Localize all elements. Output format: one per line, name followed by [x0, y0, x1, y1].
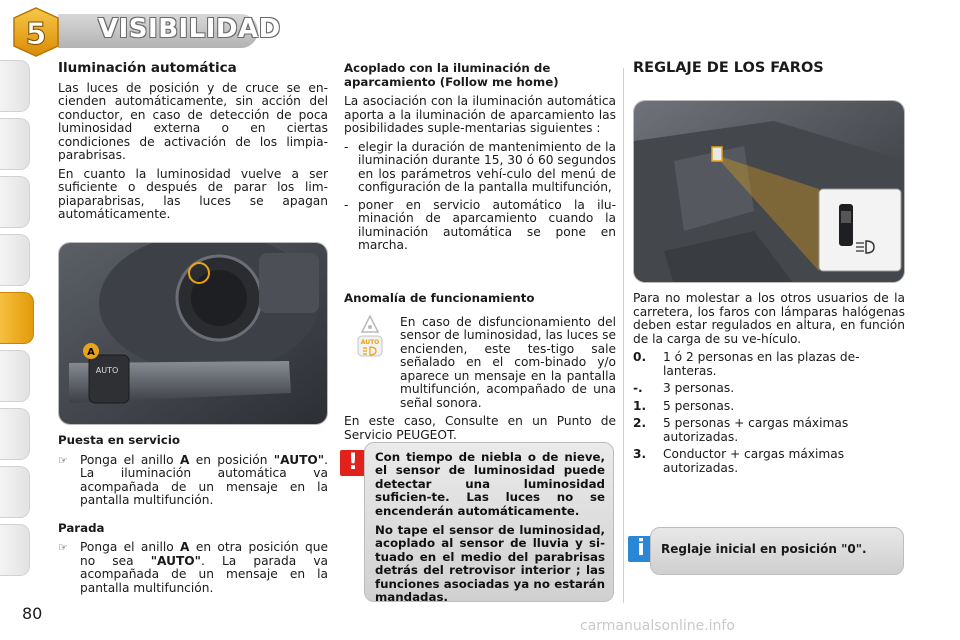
chapter-tab: [0, 350, 30, 402]
section-heading: Puesta en servicio: [58, 433, 180, 447]
list-item: 0. 1 ó 2 personas en las plazas de-lanteras.: [633, 350, 860, 378]
list-item: 1. 5 personas.: [633, 398, 735, 413]
icon-caption: AUTO: [360, 339, 380, 346]
section-heading: REGLAJE DE LOS FAROS: [633, 60, 824, 76]
chapter-tab: [0, 466, 30, 518]
list-item: ☞ Ponga el anillo A en otra posición que no sea "AUTO". La parada va acompañada de un mensaje en la pantalla multifunción.: [58, 540, 328, 595]
list-item: 2. 5 personas + cargas máximas autorizadas.: [633, 416, 849, 444]
chapter-tab: [0, 524, 30, 576]
chapter-tab: [0, 408, 30, 460]
light-stalk-photo: [58, 242, 328, 425]
section-heading: Acoplado con la iluminación de aparcamiento (Follow me home): [344, 61, 559, 89]
watermark: carmanualsonline.info: [580, 618, 735, 634]
ring-marker-label: A: [87, 347, 95, 358]
list-item: - poner en servicio automático la ilu-minación de aparcamiento cuando la iluminación automática se pone en marcha.: [344, 197, 616, 252]
chapter-tab: [0, 176, 30, 228]
follow-me-home-section: [344, 62, 616, 257]
chapter-number: 5: [25, 17, 47, 52]
auto-lighting-icon: [354, 314, 386, 358]
warning-box: [364, 442, 614, 605]
paragraph: En cuanto la luminosidad vuelve a ser suficiente o después de parar los lim-piaparabrisas, las luces se apagan automáticamente.: [58, 166, 328, 221]
chapter-tab: [0, 118, 30, 170]
list-item: -. 3 personas.: [633, 381, 735, 395]
paragraph: La asociación con la iluminación automática aporta a la iluminación de aparcamiento las posibilidades suple-mentarias siguientes :: [344, 94, 616, 135]
exclamation-icon: !: [340, 450, 366, 476]
headlamp-adjustment-section: [633, 62, 905, 82]
warning-text: No tape el sensor de luminosidad, acoplado al sensor de lluvia y si-tuado en el medio del parabrisas detrás del retrovisor interior ; las funciones asociadas ya no estarán mandadas.: [375, 523, 605, 605]
warning-text: Con tiempo de niebla o de nieve, el sensor de luminosidad puede detectar una luminosidad suficien-te. Las luces no se encenderán automáticamente.: [375, 450, 605, 518]
chapter-badge: [10, 6, 62, 58]
stalk-label: AUTO: [95, 366, 119, 375]
list-item: ☞ Ponga el anillo A en posición "AUTO". La iluminación automática va acompañada de un mensaje en la pantalla multifunción.: [58, 452, 328, 507]
chapter-tab: [0, 234, 30, 286]
paragraph: Las luces de posición y de cruce se en-cienden automáticamente, sin acción del conductor, en caso de detección de poca luminosidad externa o en ciertas condiciones de activación de los limpia-parabrisas.: [58, 80, 328, 162]
automatic-lighting-section: [58, 62, 328, 227]
column-divider: [623, 68, 624, 603]
headlamp-positions: [633, 292, 905, 479]
info-icon: i: [628, 536, 654, 562]
section-heading: Anomalía de funcionamiento: [344, 291, 535, 305]
info-text: Reglaje inicial en posición "0".: [661, 542, 867, 556]
headlamp-switch-photo: [633, 100, 905, 283]
info-box: [650, 527, 904, 575]
paragraph: Para no molestar a los otros usuarios de la carretera, los faros con lámparas halógenas deben estar regulados en altura, en función de la carga de su ve-hículo.: [633, 291, 905, 346]
section-heading: Iluminación automática: [58, 60, 237, 76]
puesta-section: [58, 434, 328, 599]
chapter-tab: [0, 60, 30, 112]
chapter-tab-strip: [0, 60, 40, 580]
page-number: 80: [22, 604, 43, 623]
paragraph: En caso de disfuncionamiento del sensor de luminosidad, las luces se encienden, este tes-tigo sale señalado en el com-binado y/o aparece un mensaje en la pantalla multifunción, acompañado de una señal sonora.: [400, 314, 616, 410]
list-item: - elegir la duración de mantenimiento de la iluminación durante 15, 30 ó 60 segundos en los parámetros vehí-culo del menú de configuración de la pantalla multifunción,: [344, 139, 616, 194]
section-heading: Parada: [58, 520, 105, 535]
pointing-hand-icon: ☞: [58, 453, 68, 467]
paragraph: En este caso, Consulte en un Punto de Servicio PEUGEOT.: [344, 414, 616, 442]
chapter-tab-active: [0, 292, 34, 344]
page-title: VISIBILIDAD: [98, 14, 281, 44]
list-item: 3. Conductor + cargas máximas autorizadas.: [633, 447, 845, 475]
pointing-hand-icon: ☞: [58, 541, 68, 554]
